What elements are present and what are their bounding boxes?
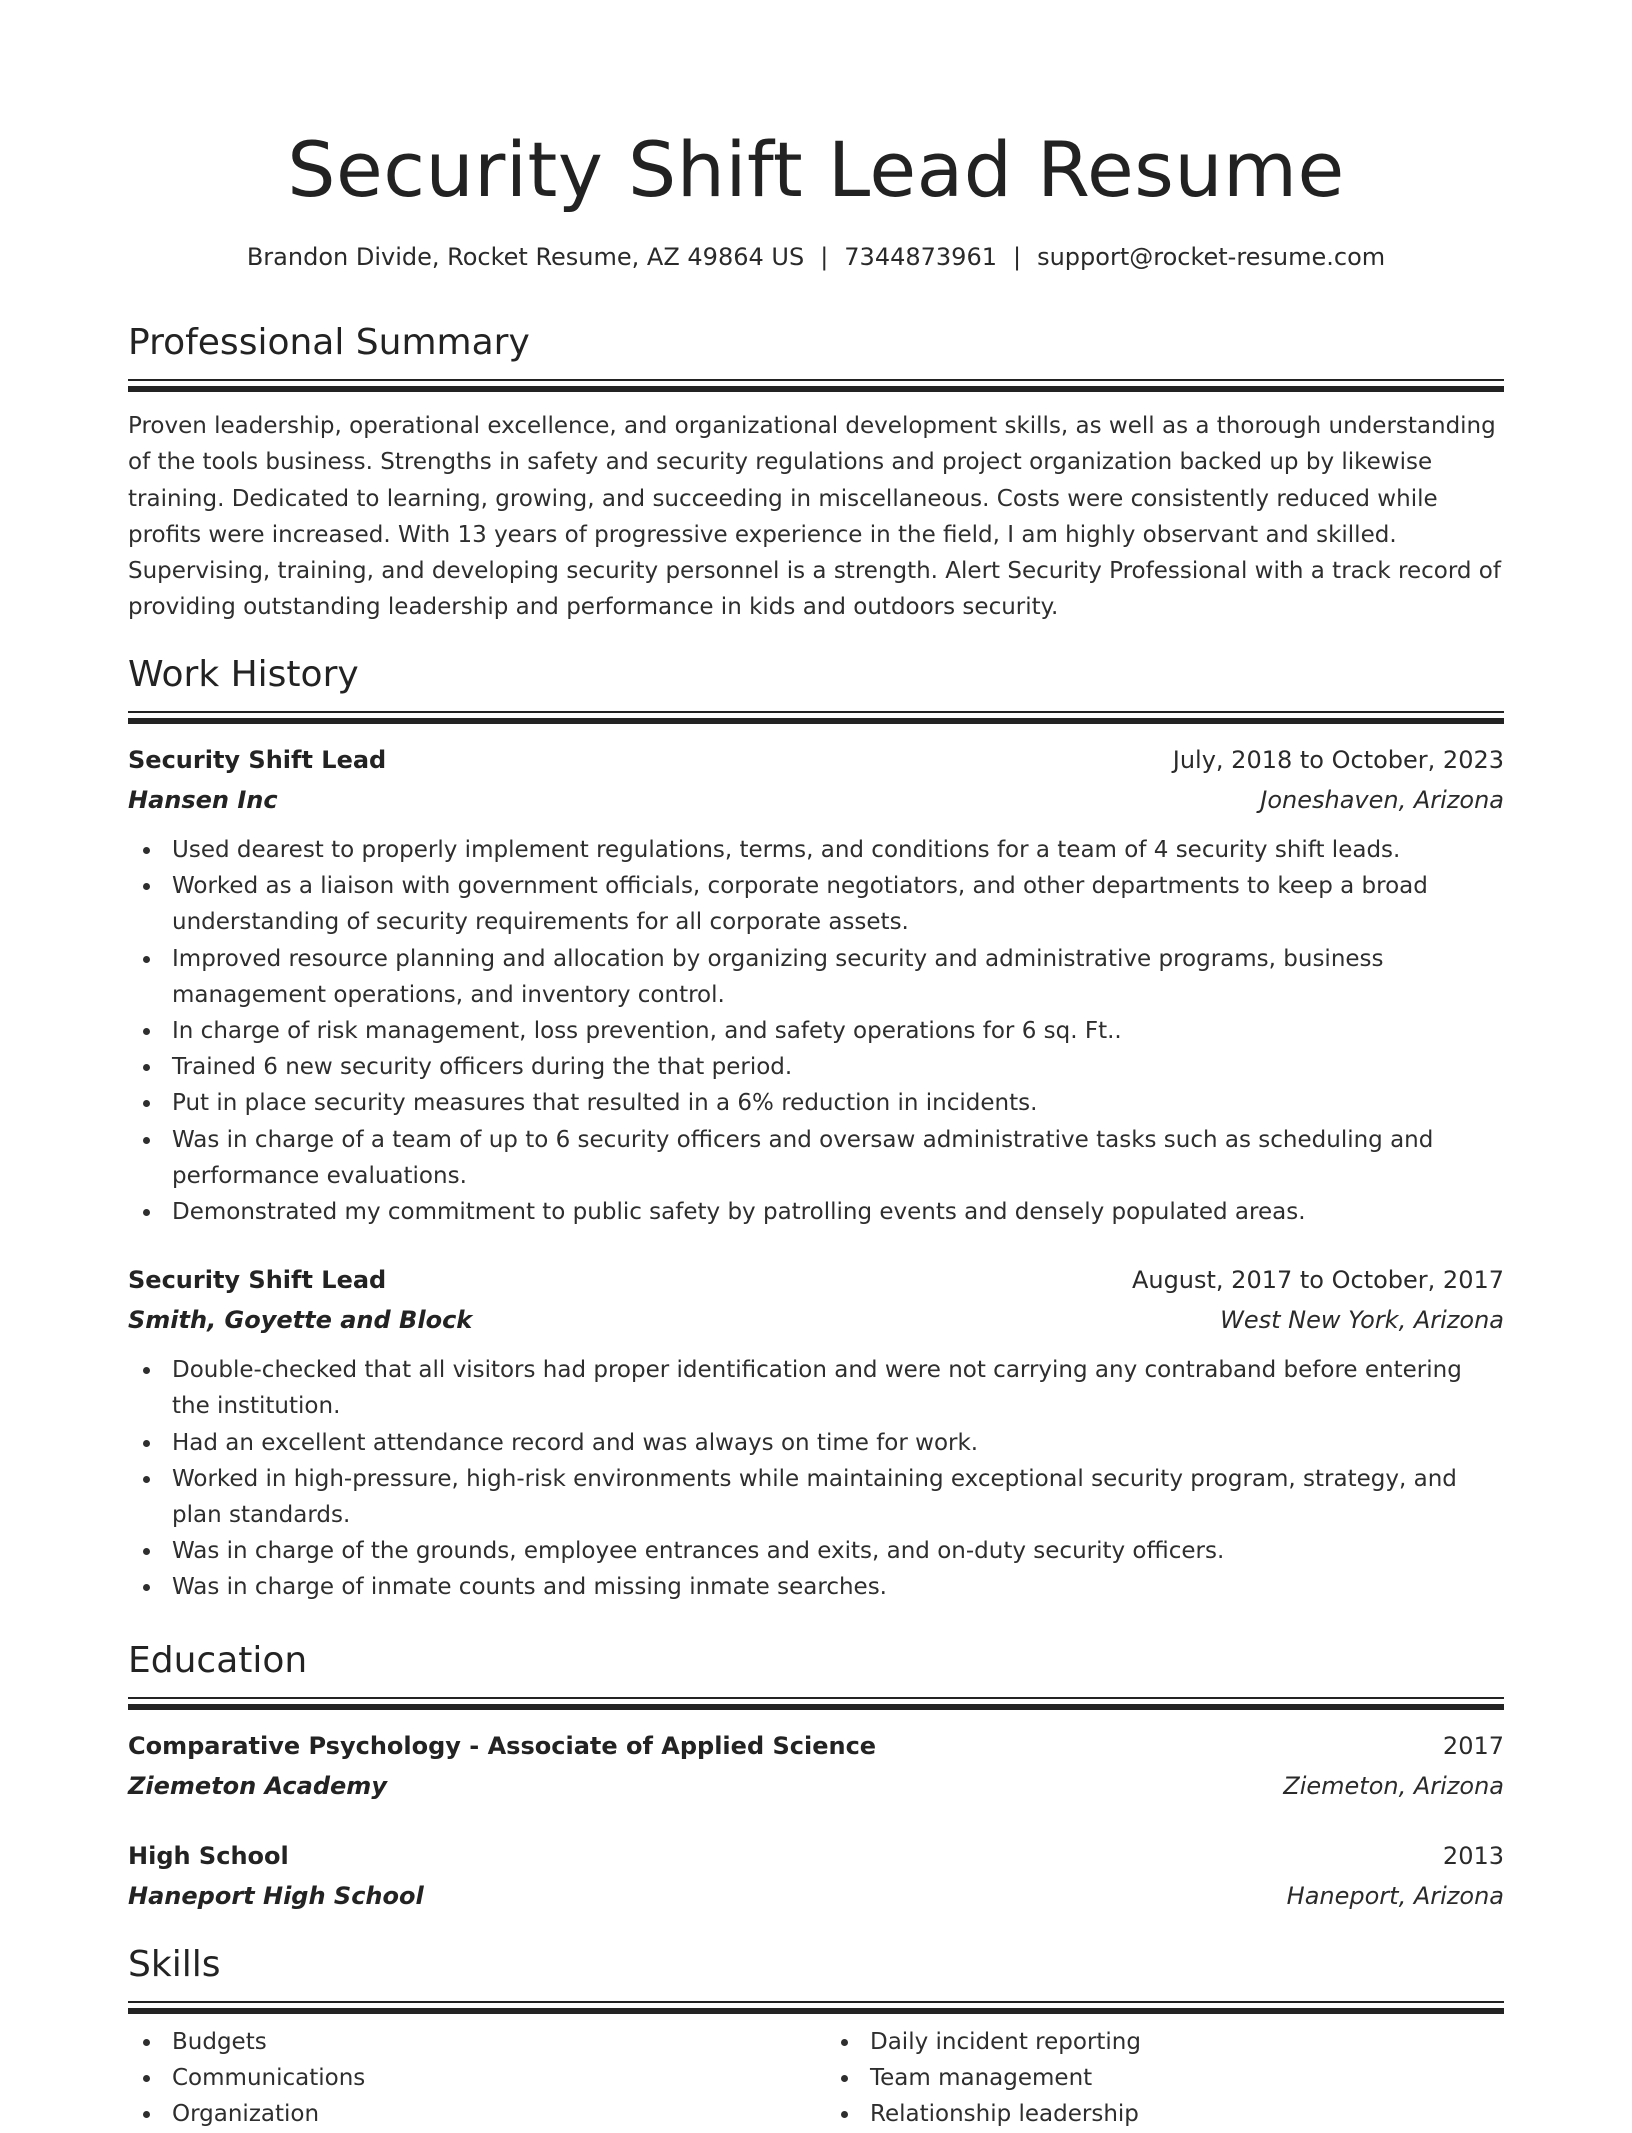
list-item (128, 2060, 806, 2096)
skill-text: Organization (172, 2101, 320, 2128)
job-bullet-list (128, 1352, 1504, 1605)
bullet-icon (143, 1137, 150, 1144)
list-item (826, 2060, 1504, 2096)
job-location: West New York, Arizona (1220, 1306, 1504, 1335)
list-item (128, 1352, 1504, 1424)
education-school: Haneport High School (128, 1882, 424, 1910)
list-item (128, 1533, 1504, 1569)
section-heading-work-history: Work History (128, 654, 359, 695)
list-item (128, 1425, 1504, 1461)
education-entry (128, 1726, 1504, 1806)
list-item (826, 2096, 1504, 2132)
bullet-text: Put in place security measures that resulted in a 6% reduction in incidents. (172, 1090, 1038, 1117)
job-entry (128, 740, 1504, 1230)
section-divider (128, 2001, 1504, 2014)
bullet-icon (143, 1584, 150, 1591)
skills-section (128, 1940, 1504, 2133)
job-company: Hansen Inc (128, 786, 278, 814)
section-heading-education: Education (128, 1640, 308, 1681)
section-divider (128, 379, 1504, 392)
list-item (128, 941, 1504, 1013)
contact-separator: | (820, 243, 829, 271)
bullet-icon (143, 1440, 150, 1447)
list-item (128, 868, 1504, 940)
bullet-icon (143, 1367, 150, 1374)
skills-list-left (128, 2024, 806, 2133)
bullet-icon (841, 2039, 848, 2046)
list-item (128, 2024, 806, 2060)
bullet-text: In charge of risk management, loss prevention, and safety operations for 6 sq. Ft.. (172, 1018, 1122, 1045)
bullet-text: Improved resource planning and allocation by organizing security and administrative programs, business management operations, and inventory control. (172, 945, 1384, 1008)
work-history-section (128, 650, 1504, 1606)
list-item (128, 1085, 1504, 1121)
summary-section (128, 318, 1504, 626)
bullet-icon (841, 2075, 848, 2082)
section-divider (128, 711, 1504, 724)
education-location: Haneport, Arizona (1286, 1882, 1504, 1910)
section-heading-summary: Professional Summary (128, 322, 530, 363)
job-location: Joneshaven, Arizona (1260, 786, 1504, 814)
bullet-text: Was in charge of inmate counts and missing inmate searches. (172, 1574, 887, 1601)
education-year: 2017 (1442, 1732, 1504, 1760)
skill-text: Communications (172, 2065, 366, 2092)
bullet-icon (143, 1476, 150, 1483)
bullet-text: Had an excellent attendance record and was always on time for work. (172, 1429, 979, 1456)
contact-address: Brandon Divide, Rocket Resume, AZ 49864 US (246, 243, 805, 271)
bullet-icon (143, 1100, 150, 1107)
bullet-icon (143, 2111, 150, 2118)
bullet-text: Was in charge of the grounds, employee entrances and exits, and on-duty security officers. (172, 1538, 1225, 1565)
job-bullet-list (128, 832, 1504, 1230)
job-dates: July, 2018 to October, 2023 (1172, 746, 1504, 774)
contact-separator: | (1012, 243, 1022, 271)
job-dates: August, 2017 to October, 2017 (1131, 1266, 1504, 1295)
bullet-text: Worked in high-pressure, high-risk environments while maintaining exceptional security program, strategy, and plan standards. (172, 1465, 1457, 1529)
list-item (128, 1049, 1504, 1085)
bullet-icon (143, 883, 150, 890)
job-company: Smith, Goyette and Block (128, 1306, 473, 1335)
contact-line (128, 238, 1504, 276)
bullet-icon (143, 847, 150, 854)
bullet-icon (143, 1548, 150, 1555)
list-item (826, 2024, 1504, 2060)
section-heading-skills: Skills (128, 1944, 221, 1985)
skill-text: Budgets (172, 2029, 267, 2055)
resume-title: Security Shift Lead Resume (287, 125, 1345, 214)
list-item (128, 1122, 1504, 1194)
resume-page (128, 0, 1504, 2128)
skill-text: Team management (870, 2065, 1093, 2092)
bullet-icon (143, 956, 150, 963)
list-item (128, 1013, 1504, 1049)
job-title: Security Shift Lead (128, 746, 387, 774)
list-item (128, 832, 1504, 868)
education-degree: High School (128, 1842, 289, 1870)
education-entry (128, 1836, 1504, 1916)
list-item (128, 2096, 806, 2132)
bullet-text: Used dearest to properly implement regulations, terms, and conditions for a team of 4 security shift leads. (172, 837, 1401, 863)
list-item (128, 1461, 1504, 1533)
bullet-icon (143, 2075, 150, 2082)
education-school: Ziemeton Academy (128, 1772, 387, 1800)
job-entry (128, 1260, 1504, 1605)
bullet-text: Double-checked that all visitors had proper identification and were not carrying any contraband before entering the institution. (172, 1357, 1462, 1420)
bullet-icon (841, 2111, 848, 2118)
skill-text: Relationship leadership (870, 2101, 1139, 2128)
education-year: 2013 (1442, 1842, 1504, 1870)
education-degree: Comparative Psychology - Associate of Applied Science (128, 1732, 877, 1760)
bullet-text: Worked as a liaison with government officials, corporate negotiators, and other departments to keep a broad understanding of security requirements for all corporate assets. (172, 873, 1428, 936)
list-item (128, 1569, 1504, 1605)
summary-text: Proven leadership, operational excellence, and organizational development skills, as well as a thorough understanding of the tools business. Strengths in safety and security regulations and project organization backed up by likewise training. Dedicated to learning, growing, and succeeding in miscellaneous. Costs were consistently reduced while profits were increased. With 13 years of progressive experience in the field, I am highly observant and skilled. Supervising, training, and developing security personnel is a strength. Alert Security Professional with a track record of providing outstanding leadership and performance in kids and outdoors security. (128, 413, 1501, 621)
education-section (128, 1636, 1504, 1916)
bullet-icon (143, 2039, 150, 2046)
contact-email: support@rocket-resume.com (1037, 243, 1386, 271)
bullet-text: Trained 6 new security officers during the that period. (172, 1054, 793, 1081)
list-item (128, 1194, 1504, 1230)
bullet-text: Demonstrated my commitment to public safety by patrolling events and densely populated areas. (172, 1199, 1306, 1226)
section-divider (128, 1697, 1504, 1710)
skill-text: Daily incident reporting (870, 2029, 1141, 2055)
skills-list-right (826, 2024, 1504, 2133)
bullet-icon (143, 1028, 150, 1035)
job-title: Security Shift Lead (128, 1266, 387, 1295)
contact-phone: 7344873961 (844, 243, 997, 271)
bullet-icon (143, 1209, 150, 1216)
bullet-icon (143, 1064, 150, 1071)
education-location: Ziemeton, Arizona (1283, 1772, 1504, 1800)
bullet-text: Was in charge of a team of up to 6 security officers and oversaw administrative tasks such as scheduling and performance evaluations. (172, 1126, 1434, 1189)
